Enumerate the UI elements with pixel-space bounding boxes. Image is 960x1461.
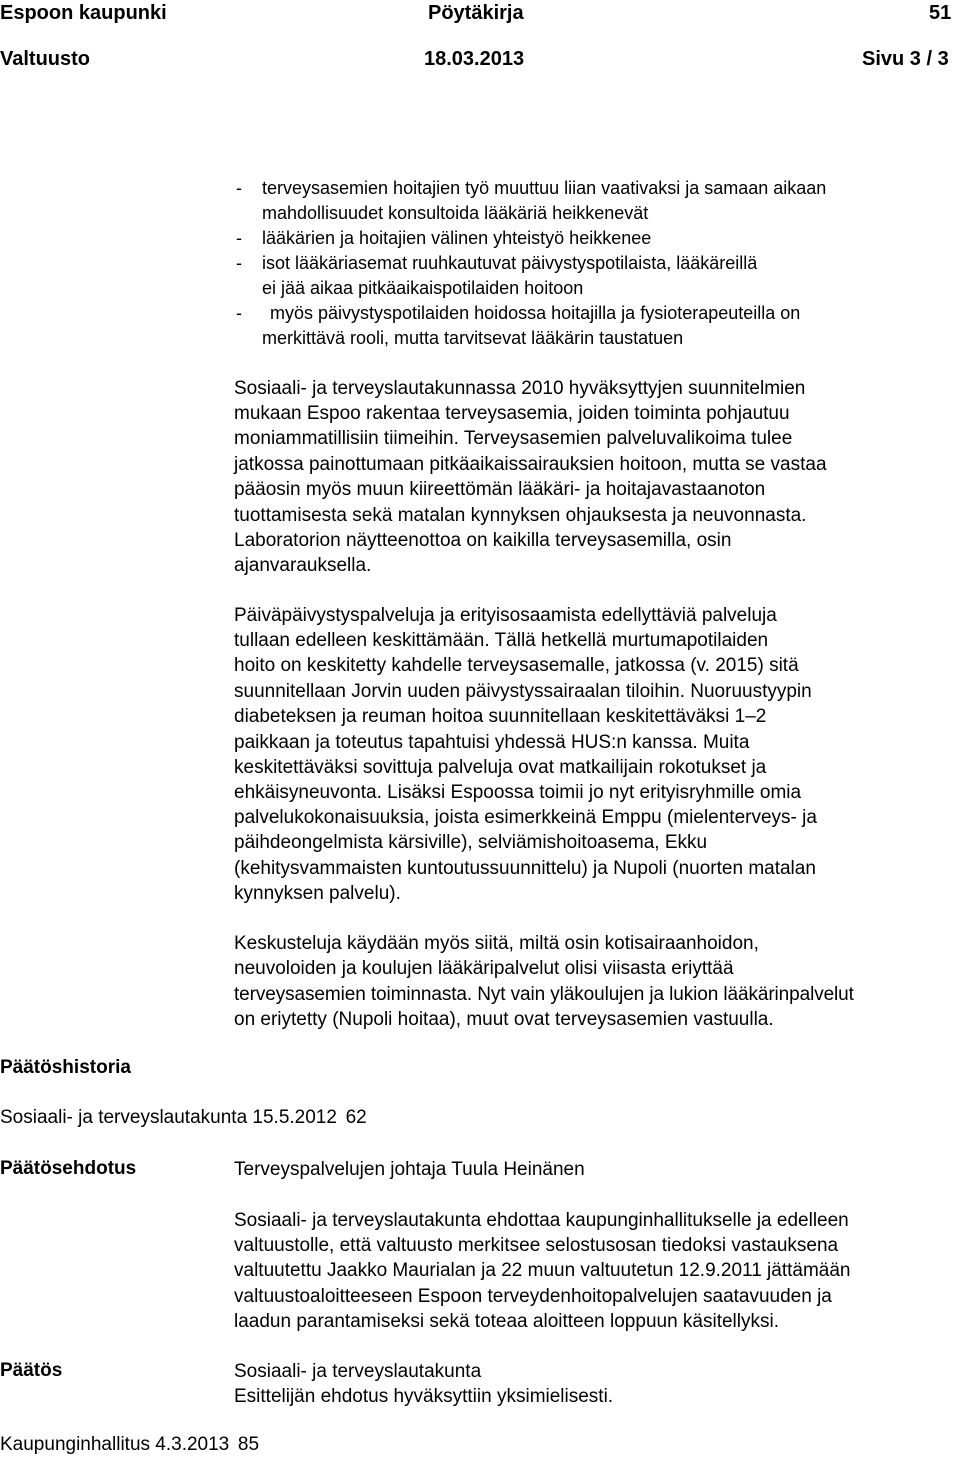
text-line: paikkaan ja toteutus tapahtuisi yhdessä HUS:n kanssa. Muita xyxy=(234,732,750,753)
proposal-label: Päätösehdotus xyxy=(0,1158,137,1179)
text-line: neuvoloiden ja koulujen lääkäripalvelut olisi viisasta eriyttää xyxy=(234,958,734,979)
bullet-dash: - xyxy=(236,303,242,323)
text-line: Sosiaali- ja terveyslautakunta ehdottaa kaupunginhallitukselle ja edelleen xyxy=(234,1210,849,1231)
text-line: Päiväpäivystyspalveluja ja erityisosaamista edellyttäviä palveluja xyxy=(234,605,777,626)
text-line: jatkossa painottumaan pitkäaikaissairauksien hoitoon, mutta se vastaa xyxy=(234,454,827,475)
bullet-line: terveysasemien hoitajien työ muuttuu liian vaativaksi ja samaan aikaan xyxy=(262,178,827,198)
decision-history-heading: Päätöshistoria xyxy=(0,1057,131,1078)
text-line: tuottamisesta sekä matalan kynnyksen ohjauksesta ja neuvonnasta. xyxy=(234,505,807,526)
text-line: valtuutettu Jaakko Maurialan ja 22 muun valtuutetun 12.9.2011 jättämään xyxy=(234,1260,851,1281)
bullet-line: lääkärien ja hoitajien välinen yhteistyö heikkenee xyxy=(262,228,652,248)
bullet-line: ei jää aikaa pitkäaikaispotilaiden hoitoon xyxy=(262,278,584,298)
text-line: on eriytetty (Nupoli hoitaa), muut ovat terveysasemien vastuulla. xyxy=(234,1009,774,1030)
text-line: palvelukokonaisuuksia, joista esimerkkeinä Emppu (mielenterveys- ja xyxy=(234,807,817,828)
decision-result: Esittelijän ehdotus hyväksyttiin yksimielisesti. xyxy=(234,1386,614,1407)
text-line: laadun parantamiseksi sekä toteaa aloitteen loppuun käsitellyksi. xyxy=(234,1311,779,1332)
text-line: Sosiaali- ja terveyslautakunnassa 2010 hyväksyttyjen suunnitelmien xyxy=(234,378,806,399)
history-entry-board xyxy=(0,1434,259,1456)
bullet-dash: - xyxy=(236,228,242,248)
text-line: valtuustolle, että valtuusto merkitsee selostusosan tiedoksi vastauksena xyxy=(234,1235,839,1256)
history-entry-body: Kaupunginhallitus 4.3.2013 xyxy=(0,1434,230,1455)
text-line: ehkäisyneuvonta. Lisäksi Espoossa toimii jo nyt erityisryhmille omia xyxy=(234,782,802,803)
header-body: Valtuusto xyxy=(0,48,91,70)
text-line: kynnyksen palvelu). xyxy=(234,883,401,904)
header-page: Sivu 3 / 3 xyxy=(862,48,949,70)
text-line: pääosin myös muun kiireettömän lääkäri- ja hoitajavastaanoton xyxy=(234,479,766,500)
text-line: terveysasemien toiminnasta. Nyt vain yläkoulujen ja lukion lääkärinpalvelut xyxy=(234,984,854,1005)
text-line: keskitettäväksi sovittuja palveluja ovat matkailijain rokotukset ja xyxy=(234,757,767,778)
text-line: Laboratorion näytteenottoa on kaikilla terveysasemilla, osin xyxy=(234,530,732,551)
bullet-line: merkittävä rooli, mutta tarvitsevat lääkärin taustatuen xyxy=(262,328,684,348)
bullet-dash: - xyxy=(236,178,242,198)
text-line: päihdeongelmista kärsiville), selviämishoitoasema, Ekku xyxy=(234,832,708,853)
bullet-line: myös päivystyspotilaiden hoidossa hoitajilla ja fysioterapeuteilla on xyxy=(270,303,801,323)
text-line: hoito on keskitetty kahdelle terveysasemalle, jatkossa (v. 2015) sitä xyxy=(234,655,799,676)
text-line: ajanvarauksella. xyxy=(234,555,372,576)
header-org: Espoon kaupunki xyxy=(0,2,167,24)
text-line: tullaan edelleen keskittämään. Tällä hetkellä murtumapotilaiden xyxy=(234,630,769,651)
text-line: valtuustoaloitteeseen Espoon terveydenhoitopalvelujen saatavuuden ja xyxy=(234,1286,832,1307)
history-entry-number: 62 xyxy=(345,1107,367,1128)
bullet-line: mahdollisuudet konsultoida lääkäriä heikkenevät xyxy=(262,203,649,223)
decision-body: Sosiaali- ja terveyslautakunta xyxy=(234,1361,482,1382)
bullet-line: isot lääkäriasemat ruuhkautuvat päivystyspotilaista, lääkäreillä xyxy=(262,253,758,273)
header-doc-type: Pöytäkirja xyxy=(428,2,524,24)
history-entry-number: 85 xyxy=(237,1434,260,1455)
header-date: 18.03.2013 xyxy=(424,48,525,70)
history-entry-committee xyxy=(0,1107,367,1129)
history-entry-body: Sosiaali- ja terveyslautakunta 15.5.2012 xyxy=(0,1107,337,1128)
text-line: (kehitysvammaisten kuntoutussuunnittelu) ja Nupoli (nuorten matalan xyxy=(234,858,816,879)
text-line: mukaan Espoo rakentaa terveysasemia, joiden toiminta pohjautuu xyxy=(234,403,790,424)
text-line: diabeteksen ja reuman hoitoa suunnitellaan keskitettäväksi 1–2 xyxy=(234,706,767,727)
text-line: Keskusteluja käydään myös siitä, miltä osin kotisairaanhoidon, xyxy=(234,933,759,954)
header-section-number: 51 xyxy=(929,2,952,24)
text-line: suunnitellaan Jorvin uuden päivystyssairaalan tiloihin. Nuoruustyypin xyxy=(234,681,812,702)
bullet-dash: - xyxy=(236,253,242,273)
decision-label: Päätös xyxy=(0,1360,63,1381)
proposal-presenter: Terveyspalvelujen johtaja Tuula Heinänen xyxy=(234,1159,585,1180)
text-line: moniammatillisiin tiimeihin. Terveysasemien palveluvalikoima tulee xyxy=(234,428,793,449)
